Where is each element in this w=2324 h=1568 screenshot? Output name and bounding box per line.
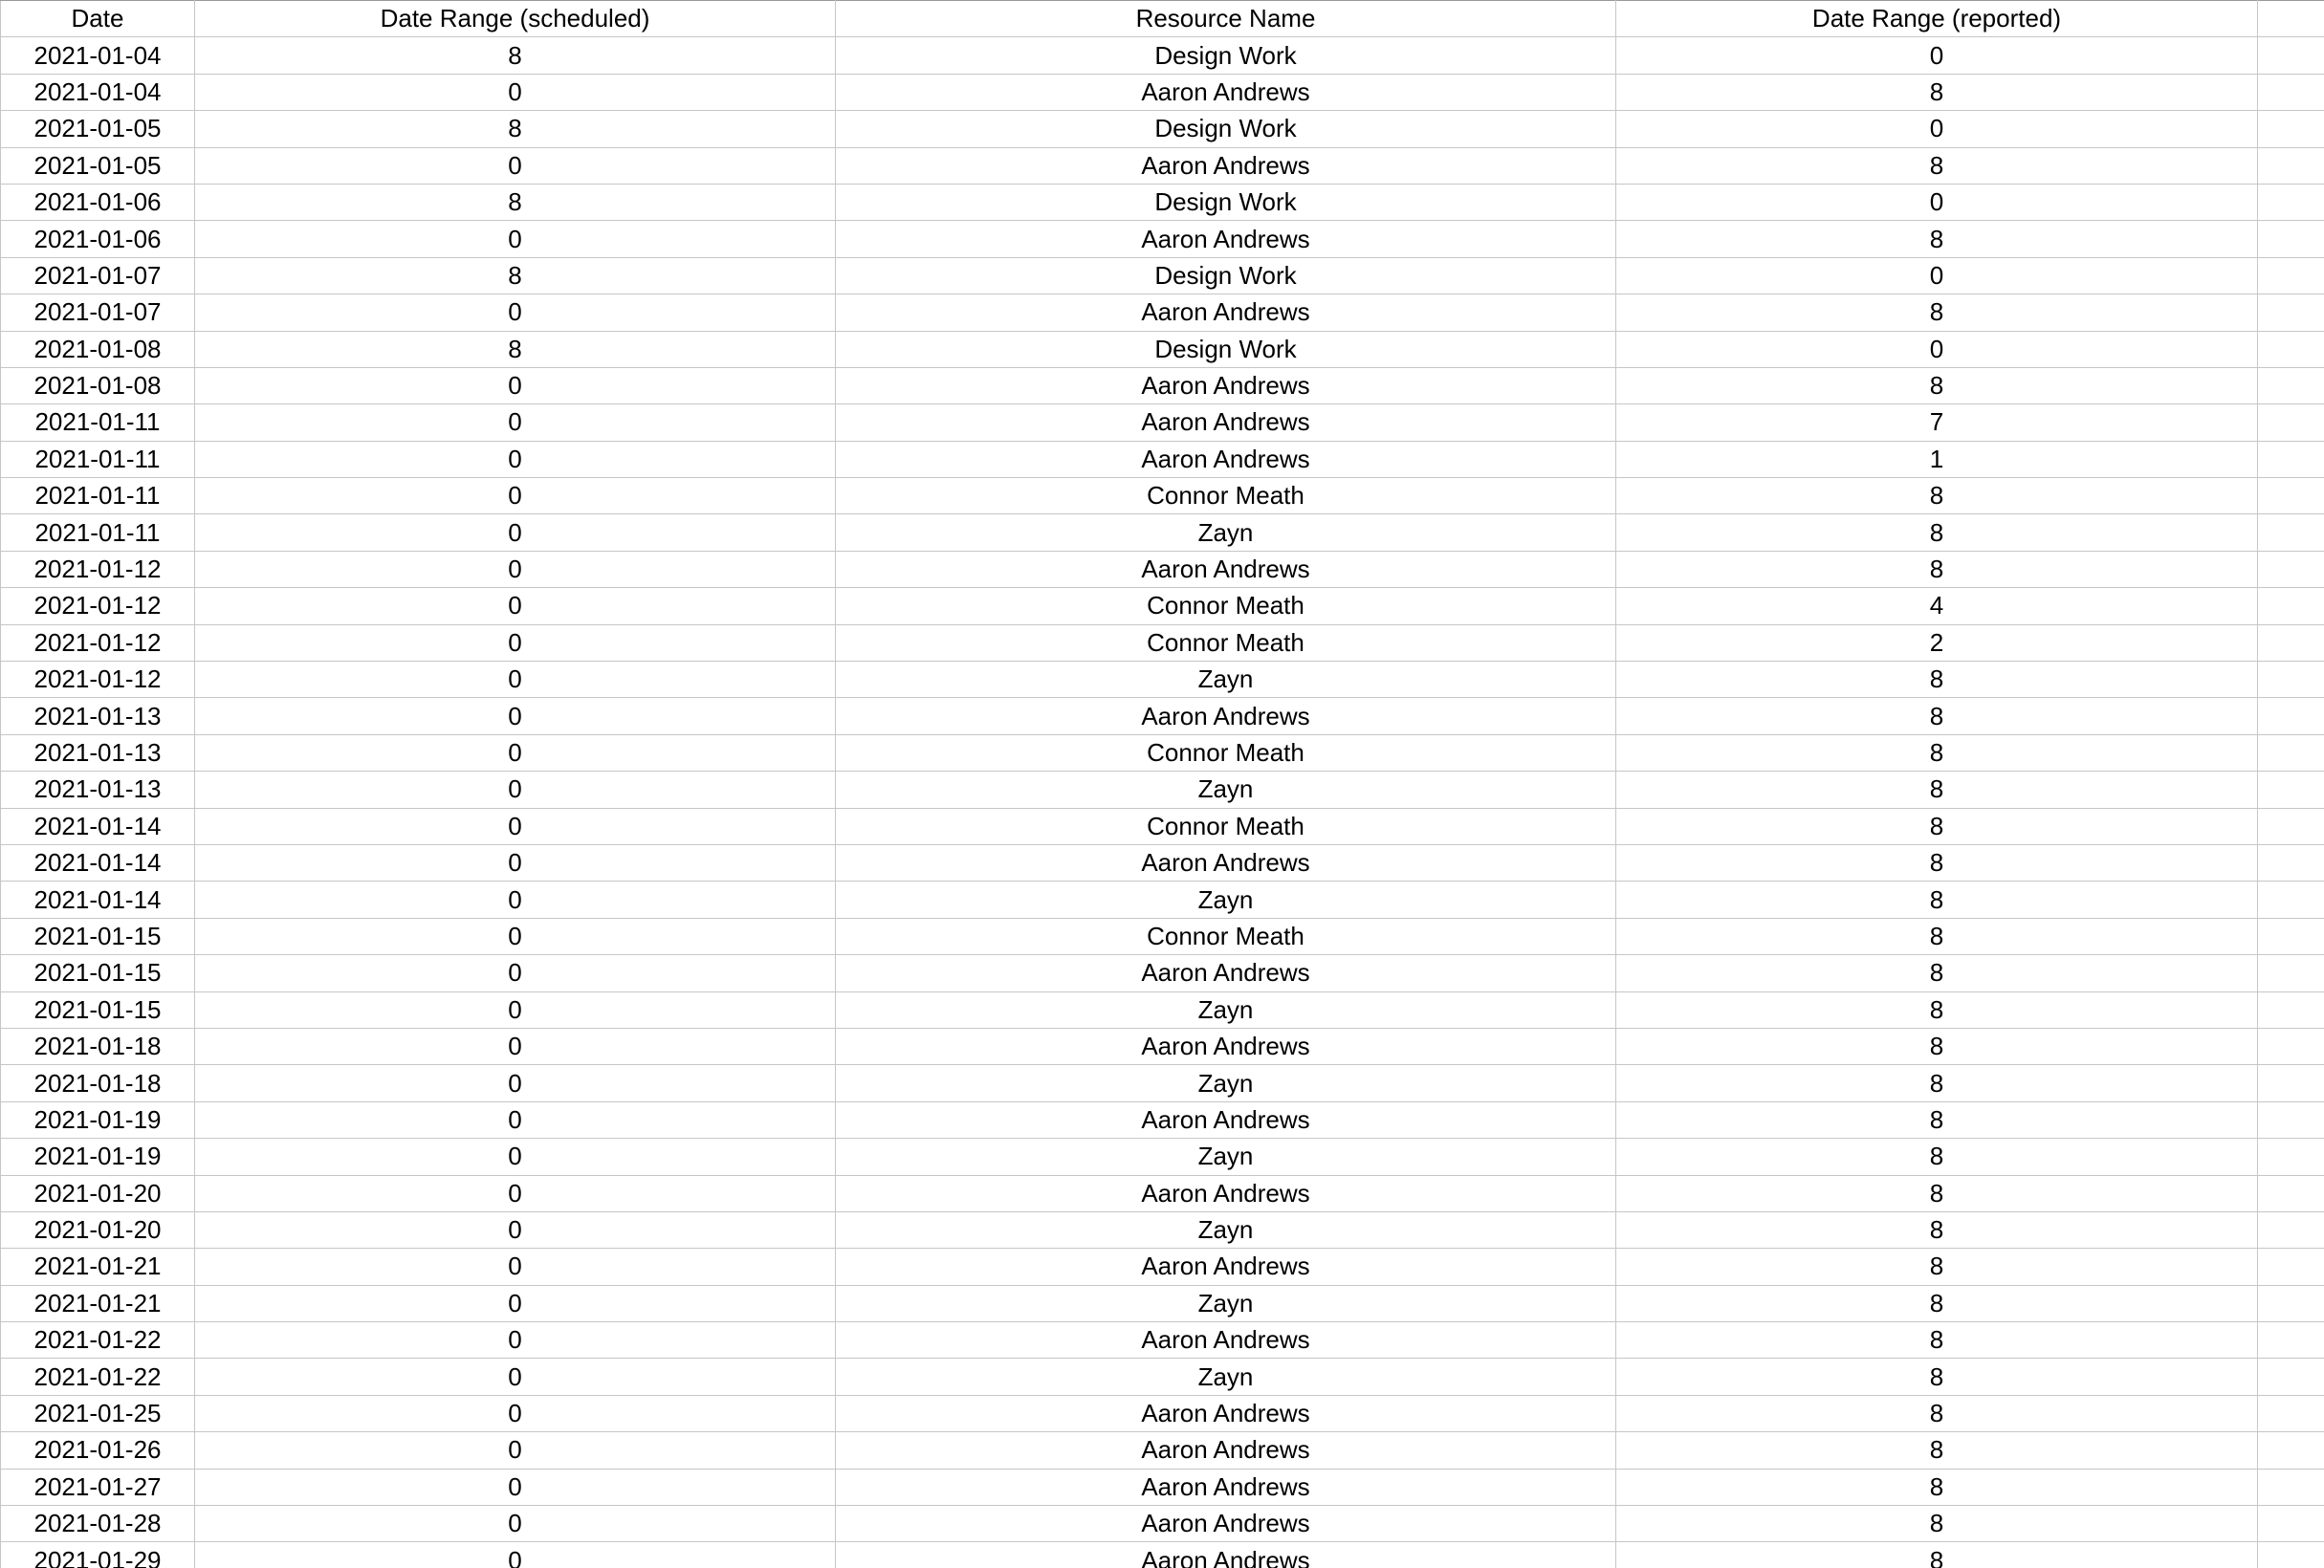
cell-date[interactable]: 2021-01-21: [1, 1285, 195, 1321]
cell-date[interactable]: 2021-01-04: [1, 37, 195, 74]
cell-reported[interactable]: 8: [1616, 991, 2258, 1028]
cell-reported[interactable]: 8: [1616, 367, 2258, 403]
cell-empty[interactable]: [2258, 404, 2324, 441]
cell-date[interactable]: 2021-01-27: [1, 1469, 195, 1505]
table-row: [1, 662, 2324, 698]
cell-resource-name[interactable]: Aaron Andrews: [836, 1028, 1616, 1064]
cell-empty[interactable]: [2258, 1322, 2324, 1359]
cell-empty[interactable]: [2258, 588, 2324, 624]
cell-date[interactable]: 2021-01-07: [1, 294, 195, 331]
cell-scheduled[interactable]: 0: [195, 1175, 836, 1211]
cell-date[interactable]: 2021-01-22: [1, 1359, 195, 1395]
cell-reported[interactable]: 0: [1616, 111, 2258, 147]
table-row: [1, 1506, 2324, 1542]
cell-scheduled[interactable]: 0: [195, 404, 836, 441]
cell-resource-name[interactable]: Zayn: [836, 1359, 1616, 1395]
cell-empty[interactable]: [2258, 37, 2324, 74]
cell-date[interactable]: 2021-01-08: [1, 331, 195, 367]
cell-reported[interactable]: 7: [1616, 404, 2258, 441]
table-row: [1, 1432, 2324, 1469]
cell-scheduled[interactable]: 0: [195, 74, 836, 110]
cell-resource-name[interactable]: Aaron Andrews: [836, 1542, 1616, 1568]
cell-empty[interactable]: [2258, 1211, 2324, 1248]
cell-date[interactable]: 2021-01-18: [1, 1065, 195, 1101]
cell-empty[interactable]: [2258, 441, 2324, 477]
cell-reported[interactable]: 8: [1616, 478, 2258, 514]
cell-scheduled[interactable]: 0: [195, 514, 836, 551]
cell-empty[interactable]: [2258, 1542, 2324, 1568]
cell-reported[interactable]: 8: [1616, 662, 2258, 698]
cell-reported[interactable]: 8: [1616, 844, 2258, 881]
cell-resource-name[interactable]: Aaron Andrews: [836, 955, 1616, 991]
cell-empty[interactable]: [2258, 1359, 2324, 1395]
cell-resource-name[interactable]: Aaron Andrews: [836, 1175, 1616, 1211]
cell-scheduled[interactable]: 0: [195, 698, 836, 734]
cell-scheduled[interactable]: 0: [195, 1139, 836, 1175]
cell-empty[interactable]: [2258, 147, 2324, 184]
cell-date[interactable]: 2021-01-14: [1, 882, 195, 918]
table-row: [1, 1028, 2324, 1064]
cell-empty[interactable]: [2258, 662, 2324, 698]
table-row: [1, 734, 2324, 771]
table-row: [1, 1249, 2324, 1285]
cell-date[interactable]: 2021-01-29: [1, 1542, 195, 1568]
cell-resource-name[interactable]: Connor Meath: [836, 624, 1616, 661]
cell-empty[interactable]: [2258, 1101, 2324, 1138]
table-row: [1, 1139, 2324, 1175]
cell-scheduled[interactable]: 0: [195, 1065, 836, 1101]
cell-scheduled[interactable]: 0: [195, 1395, 836, 1431]
table-row: [1, 1285, 2324, 1321]
cell-date[interactable]: 2021-01-19: [1, 1139, 195, 1175]
cell-resource-name[interactable]: Aaron Andrews: [836, 1432, 1616, 1469]
cell-reported[interactable]: 8: [1616, 1249, 2258, 1285]
cell-reported[interactable]: 0: [1616, 184, 2258, 220]
table-row: [1, 844, 2324, 881]
cell-resource-name[interactable]: Aaron Andrews: [836, 1101, 1616, 1138]
cell-empty[interactable]: [2258, 955, 2324, 991]
cell-scheduled[interactable]: 0: [195, 1469, 836, 1505]
cell-empty[interactable]: [2258, 294, 2324, 331]
header-empty[interactable]: [2258, 1, 2324, 37]
cell-date[interactable]: 2021-01-11: [1, 441, 195, 477]
table-row: [1, 882, 2324, 918]
cell-scheduled[interactable]: 0: [195, 1101, 836, 1138]
cell-scheduled[interactable]: 8: [195, 257, 836, 294]
cell-resource-name[interactable]: Aaron Andrews: [836, 404, 1616, 441]
cell-reported[interactable]: 8: [1616, 1285, 2258, 1321]
table-row: [1, 37, 2324, 74]
cell-scheduled[interactable]: 0: [195, 662, 836, 698]
cell-scheduled[interactable]: 8: [195, 111, 836, 147]
cell-scheduled[interactable]: 8: [195, 37, 836, 74]
cell-resource-name[interactable]: Design Work: [836, 184, 1616, 220]
table-row: [1, 1469, 2324, 1505]
cell-reported[interactable]: 8: [1616, 1395, 2258, 1431]
cell-reported[interactable]: 8: [1616, 1101, 2258, 1138]
cell-resource-name[interactable]: Aaron Andrews: [836, 74, 1616, 110]
cell-date[interactable]: 2021-01-20: [1, 1211, 195, 1248]
cell-resource-name[interactable]: Design Work: [836, 37, 1616, 74]
cell-resource-name[interactable]: Aaron Andrews: [836, 1395, 1616, 1431]
table-row: [1, 404, 2324, 441]
table-row: [1, 1211, 2324, 1248]
cell-reported[interactable]: 8: [1616, 698, 2258, 734]
cell-empty[interactable]: [2258, 882, 2324, 918]
cell-scheduled[interactable]: 0: [195, 588, 836, 624]
table-row: [1, 955, 2324, 991]
table-row: [1, 367, 2324, 403]
cell-empty[interactable]: [2258, 331, 2324, 367]
cell-scheduled[interactable]: 0: [195, 1322, 836, 1359]
cell-empty[interactable]: [2258, 111, 2324, 147]
cell-date[interactable]: 2021-01-19: [1, 1101, 195, 1138]
cell-date[interactable]: 2021-01-18: [1, 1028, 195, 1064]
cell-empty[interactable]: [2258, 1506, 2324, 1542]
cell-reported[interactable]: 8: [1616, 221, 2258, 257]
cell-scheduled[interactable]: 0: [195, 1542, 836, 1568]
cell-resource-name[interactable]: Aaron Andrews: [836, 844, 1616, 881]
header-date-range-reported[interactable]: Date Range (reported): [1616, 1, 2258, 37]
cell-empty[interactable]: [2258, 221, 2324, 257]
cell-date[interactable]: 2021-01-11: [1, 514, 195, 551]
cell-date[interactable]: 2021-01-08: [1, 367, 195, 403]
cell-date[interactable]: 2021-01-13: [1, 698, 195, 734]
table-row: [1, 698, 2324, 734]
cell-scheduled[interactable]: 0: [195, 991, 836, 1028]
cell-resource-name[interactable]: Aaron Andrews: [836, 221, 1616, 257]
cell-scheduled[interactable]: 0: [195, 844, 836, 881]
cell-empty[interactable]: [2258, 1249, 2324, 1285]
cell-reported[interactable]: 8: [1616, 74, 2258, 110]
cell-reported[interactable]: 8: [1616, 294, 2258, 331]
table-row: [1, 624, 2324, 661]
cell-empty[interactable]: [2258, 1395, 2324, 1431]
cell-date[interactable]: 2021-01-05: [1, 111, 195, 147]
cell-empty[interactable]: [2258, 844, 2324, 881]
table-body: [1, 37, 2324, 1568]
cell-date[interactable]: 2021-01-21: [1, 1249, 195, 1285]
cell-date[interactable]: 2021-01-12: [1, 624, 195, 661]
cell-scheduled[interactable]: 0: [195, 1359, 836, 1395]
cell-date[interactable]: 2021-01-14: [1, 808, 195, 844]
cell-scheduled[interactable]: 0: [195, 1432, 836, 1469]
cell-date[interactable]: 2021-01-11: [1, 404, 195, 441]
cell-resource-name[interactable]: Aaron Andrews: [836, 1249, 1616, 1285]
cell-empty[interactable]: [2258, 624, 2324, 661]
table-row: [1, 257, 2324, 294]
cell-reported[interactable]: 8: [1616, 1432, 2258, 1469]
cell-scheduled[interactable]: 0: [195, 147, 836, 184]
cell-empty[interactable]: [2258, 918, 2324, 954]
cell-reported[interactable]: 8: [1616, 551, 2258, 587]
cell-date[interactable]: 2021-01-12: [1, 662, 195, 698]
cell-date[interactable]: 2021-01-11: [1, 478, 195, 514]
cell-scheduled[interactable]: 0: [195, 882, 836, 918]
cell-reported[interactable]: 8: [1616, 1542, 2258, 1568]
cell-empty[interactable]: [2258, 74, 2324, 110]
header-resource-name[interactable]: Resource Name: [836, 1, 1616, 37]
cell-resource-name[interactable]: Zayn: [836, 1139, 1616, 1175]
cell-reported[interactable]: 4: [1616, 588, 2258, 624]
cell-scheduled[interactable]: 0: [195, 294, 836, 331]
table-row: [1, 221, 2324, 257]
cell-reported[interactable]: 8: [1616, 1469, 2258, 1505]
cell-date[interactable]: 2021-01-04: [1, 74, 195, 110]
cell-reported[interactable]: 8: [1616, 734, 2258, 771]
cell-date[interactable]: 2021-01-20: [1, 1175, 195, 1211]
cell-date[interactable]: 2021-01-06: [1, 184, 195, 220]
cell-date[interactable]: 2021-01-13: [1, 734, 195, 771]
table-row: [1, 1175, 2324, 1211]
cell-resource-name[interactable]: Aaron Andrews: [836, 698, 1616, 734]
cell-resource-name[interactable]: Connor Meath: [836, 734, 1616, 771]
cell-empty[interactable]: [2258, 1139, 2324, 1175]
cell-date[interactable]: 2021-01-25: [1, 1395, 195, 1431]
cell-resource-name[interactable]: Aaron Andrews: [836, 551, 1616, 587]
cell-scheduled[interactable]: 0: [195, 772, 836, 808]
cell-resource-name[interactable]: Zayn: [836, 991, 1616, 1028]
cell-reported[interactable]: 8: [1616, 1211, 2258, 1248]
cell-scheduled[interactable]: 0: [195, 221, 836, 257]
cell-reported[interactable]: 8: [1616, 882, 2258, 918]
table-row: [1, 331, 2324, 367]
cell-reported[interactable]: 8: [1616, 514, 2258, 551]
cell-empty[interactable]: [2258, 1432, 2324, 1469]
cell-resource-name[interactable]: Aaron Andrews: [836, 1506, 1616, 1542]
cell-resource-name[interactable]: Design Work: [836, 331, 1616, 367]
table-row: [1, 1322, 2324, 1359]
cell-scheduled[interactable]: 0: [195, 478, 836, 514]
table-row: [1, 441, 2324, 477]
table-row: [1, 918, 2324, 954]
table-row: [1, 808, 2324, 844]
cell-reported[interactable]: 8: [1616, 1322, 2258, 1359]
cell-scheduled[interactable]: 0: [195, 955, 836, 991]
table-row: [1, 111, 2324, 147]
cell-reported[interactable]: 0: [1616, 331, 2258, 367]
cell-resource-name[interactable]: Zayn: [836, 772, 1616, 808]
cell-reported[interactable]: 8: [1616, 918, 2258, 954]
cell-empty[interactable]: [2258, 514, 2324, 551]
cell-reported[interactable]: 8: [1616, 1175, 2258, 1211]
cell-empty[interactable]: [2258, 1469, 2324, 1505]
cell-empty[interactable]: [2258, 698, 2324, 734]
cell-resource-name[interactable]: Connor Meath: [836, 588, 1616, 624]
header-date-range-scheduled[interactable]: Date Range (scheduled): [195, 1, 836, 37]
cell-resource-name[interactable]: Zayn: [836, 1065, 1616, 1101]
cell-empty[interactable]: [2258, 991, 2324, 1028]
cell-empty[interactable]: [2258, 808, 2324, 844]
header-row: [1, 1, 2324, 37]
cell-resource-name[interactable]: Connor Meath: [836, 808, 1616, 844]
table-row: [1, 991, 2324, 1028]
table-row: [1, 1395, 2324, 1431]
table-row: [1, 478, 2324, 514]
table-row: [1, 551, 2324, 587]
cell-date[interactable]: 2021-01-05: [1, 147, 195, 184]
cell-reported[interactable]: 8: [1616, 1028, 2258, 1064]
cell-empty[interactable]: [2258, 772, 2324, 808]
cell-empty[interactable]: [2258, 1065, 2324, 1101]
table-row: [1, 772, 2324, 808]
cell-scheduled[interactable]: 8: [195, 184, 836, 220]
cell-scheduled[interactable]: 0: [195, 734, 836, 771]
cell-reported[interactable]: 8: [1616, 147, 2258, 184]
cell-resource-name[interactable]: Zayn: [836, 1285, 1616, 1321]
cell-reported[interactable]: 8: [1616, 1065, 2258, 1101]
table-row: [1, 184, 2324, 220]
cell-scheduled[interactable]: 0: [195, 551, 836, 587]
cell-reported[interactable]: 8: [1616, 955, 2258, 991]
cell-scheduled[interactable]: 0: [195, 808, 836, 844]
cell-empty[interactable]: [2258, 734, 2324, 771]
cell-empty[interactable]: [2258, 184, 2324, 220]
cell-reported[interactable]: 1: [1616, 441, 2258, 477]
table-row: [1, 1359, 2324, 1395]
cell-date[interactable]: 2021-01-06: [1, 221, 195, 257]
cell-date[interactable]: 2021-01-22: [1, 1322, 195, 1359]
cell-date[interactable]: 2021-01-12: [1, 551, 195, 587]
cell-resource-name[interactable]: Connor Meath: [836, 918, 1616, 954]
cell-scheduled[interactable]: 8: [195, 331, 836, 367]
cell-scheduled[interactable]: 0: [195, 918, 836, 954]
cell-empty[interactable]: [2258, 1285, 2324, 1321]
table-row: [1, 1065, 2324, 1101]
cell-resource-name[interactable]: Aaron Andrews: [836, 1322, 1616, 1359]
table-row: [1, 588, 2324, 624]
cell-reported[interactable]: 0: [1616, 257, 2258, 294]
cell-date[interactable]: 2021-01-15: [1, 955, 195, 991]
cell-reported[interactable]: 8: [1616, 1506, 2258, 1542]
cell-reported[interactable]: 8: [1616, 1139, 2258, 1175]
cell-empty[interactable]: [2258, 478, 2324, 514]
cell-date[interactable]: 2021-01-28: [1, 1506, 195, 1542]
cell-resource-name[interactable]: Design Work: [836, 257, 1616, 294]
cell-empty[interactable]: [2258, 257, 2324, 294]
cell-reported[interactable]: 2: [1616, 624, 2258, 661]
cell-resource-name[interactable]: Aaron Andrews: [836, 147, 1616, 184]
table-row: [1, 294, 2324, 331]
cell-scheduled[interactable]: 0: [195, 624, 836, 661]
cell-date[interactable]: 2021-01-13: [1, 772, 195, 808]
cell-resource-name[interactable]: Zayn: [836, 514, 1616, 551]
table-row: [1, 1101, 2324, 1138]
table-row: [1, 514, 2324, 551]
cell-resource-name[interactable]: Aaron Andrews: [836, 367, 1616, 403]
cell-scheduled[interactable]: 0: [195, 1211, 836, 1248]
cell-date[interactable]: 2021-01-12: [1, 588, 195, 624]
cell-date[interactable]: 2021-01-14: [1, 844, 195, 881]
cell-empty[interactable]: [2258, 551, 2324, 587]
cell-empty[interactable]: [2258, 367, 2324, 403]
cell-date[interactable]: 2021-01-15: [1, 991, 195, 1028]
cell-empty[interactable]: [2258, 1175, 2324, 1211]
cell-scheduled[interactable]: 0: [195, 1028, 836, 1064]
cell-date[interactable]: 2021-01-26: [1, 1432, 195, 1469]
cell-scheduled[interactable]: 0: [195, 1506, 836, 1542]
cell-scheduled[interactable]: 0: [195, 367, 836, 403]
cell-reported[interactable]: 8: [1616, 772, 2258, 808]
header-date[interactable]: Date: [1, 1, 195, 37]
cell-resource-name[interactable]: Connor Meath: [836, 478, 1616, 514]
cell-scheduled[interactable]: 0: [195, 1285, 836, 1321]
cell-empty[interactable]: [2258, 1028, 2324, 1064]
cell-reported[interactable]: 0: [1616, 37, 2258, 74]
cell-reported[interactable]: 8: [1616, 808, 2258, 844]
cell-scheduled[interactable]: 0: [195, 1249, 836, 1285]
cell-resource-name[interactable]: Zayn: [836, 882, 1616, 918]
cell-resource-name[interactable]: Aaron Andrews: [836, 294, 1616, 331]
cell-date[interactable]: 2021-01-07: [1, 257, 195, 294]
cell-resource-name[interactable]: Design Work: [836, 111, 1616, 147]
cell-resource-name[interactable]: Aaron Andrews: [836, 441, 1616, 477]
cell-date[interactable]: 2021-01-15: [1, 918, 195, 954]
table-row: [1, 147, 2324, 184]
cell-scheduled[interactable]: 0: [195, 441, 836, 477]
table-row: [1, 1542, 2324, 1568]
cell-resource-name[interactable]: Zayn: [836, 662, 1616, 698]
table-row: [1, 74, 2324, 110]
cell-resource-name[interactable]: Aaron Andrews: [836, 1469, 1616, 1505]
cell-resource-name[interactable]: Zayn: [836, 1211, 1616, 1248]
cell-reported[interactable]: 8: [1616, 1359, 2258, 1395]
